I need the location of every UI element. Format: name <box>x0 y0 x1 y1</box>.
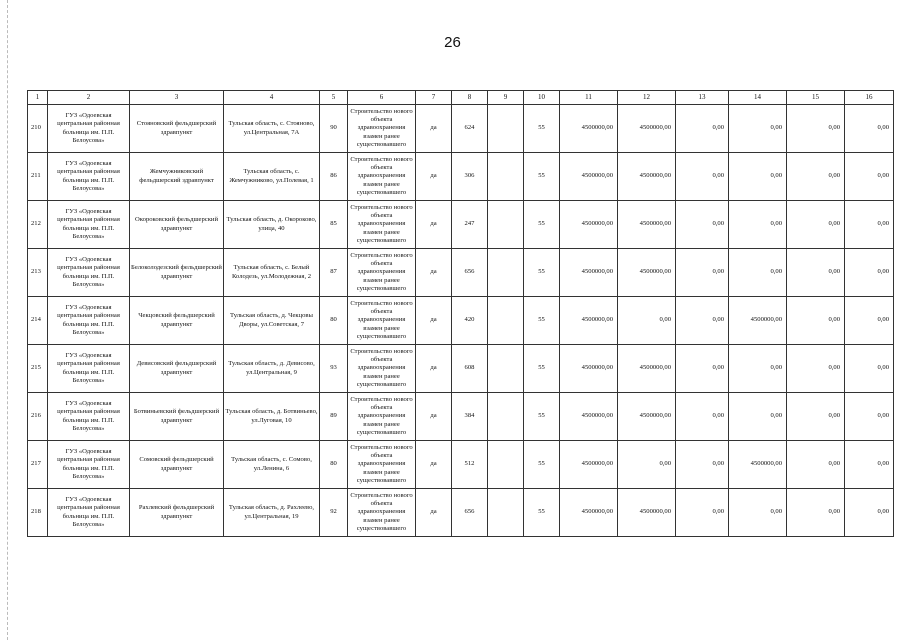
amount-13-cell: 0,00 <box>676 105 729 153</box>
value-5-cell: 92 <box>320 489 348 537</box>
organization-cell: ГУЗ «Одоевская центральная районная больница им. П.П. Белоусова» <box>48 393 130 441</box>
amount-13-cell: 0,00 <box>676 489 729 537</box>
facility-name-cell: Ботвиньевский фельдшерский здравпункт <box>130 393 224 441</box>
scan-edge-line <box>7 0 8 640</box>
value-10-cell: 55 <box>524 345 560 393</box>
value-9-cell <box>488 297 524 345</box>
amount-11-cell: 4500000,00 <box>560 105 618 153</box>
column-number-row <box>28 91 894 105</box>
value-9-cell <box>488 105 524 153</box>
value-5-cell: 89 <box>320 393 348 441</box>
amount-13-cell: 0,00 <box>676 297 729 345</box>
page-number: 26 <box>444 34 461 51</box>
address-cell: Тульская область, д. Чекцовы Дворы, ул.Советская, 7 <box>224 297 320 345</box>
flag-7-cell: да <box>416 345 452 393</box>
row-number-cell: 212 <box>28 201 48 249</box>
amount-16-cell: 0,00 <box>845 201 894 249</box>
value-5-cell: 80 <box>320 297 348 345</box>
column-number-cell: 11 <box>560 91 618 105</box>
flag-7-cell: да <box>416 393 452 441</box>
column-number-cell: 2 <box>48 91 130 105</box>
amount-15-cell: 0,00 <box>787 489 845 537</box>
column-number-cell: 14 <box>729 91 787 105</box>
value-5-cell: 80 <box>320 441 348 489</box>
table-row <box>28 345 894 393</box>
amount-12-cell: 4500000,00 <box>618 201 676 249</box>
work-type-cell: Строительство нового объекта здравоохранения взамен ранее существовавшего <box>348 153 416 201</box>
row-number-cell: 210 <box>28 105 48 153</box>
value-8-cell: 420 <box>452 297 488 345</box>
organization-cell: ГУЗ «Одоевская центральная районная больница им. П.П. Белоусова» <box>48 441 130 489</box>
amount-12-cell: 4500000,00 <box>618 489 676 537</box>
address-cell: Тульская область, д. Ботвиньево, ул.Луговая, 10 <box>224 393 320 441</box>
amount-12-cell: 4500000,00 <box>618 153 676 201</box>
amount-16-cell: 0,00 <box>845 441 894 489</box>
table-row <box>28 393 894 441</box>
column-number-cell: 1 <box>28 91 48 105</box>
flag-7-cell: да <box>416 489 452 537</box>
amount-16-cell: 0,00 <box>845 153 894 201</box>
amount-11-cell: 4500000,00 <box>560 489 618 537</box>
work-type-cell: Строительство нового объекта здравоохранения взамен ранее существовавшего <box>348 441 416 489</box>
value-10-cell: 55 <box>524 105 560 153</box>
amount-16-cell: 0,00 <box>845 105 894 153</box>
facility-name-cell: Стояновский фельдшерский здравпункт <box>130 105 224 153</box>
table-row <box>28 153 894 201</box>
amount-14-cell: 0,00 <box>729 249 787 297</box>
amount-13-cell: 0,00 <box>676 153 729 201</box>
organization-cell: ГУЗ «Одоевская центральная районная больница им. П.П. Белоусова» <box>48 153 130 201</box>
amount-14-cell: 0,00 <box>729 201 787 249</box>
amount-16-cell: 0,00 <box>845 393 894 441</box>
row-number-cell: 216 <box>28 393 48 441</box>
table-row <box>28 297 894 345</box>
flag-7-cell: да <box>416 249 452 297</box>
facility-name-cell: Сомовский фельдшерский здравпункт <box>130 441 224 489</box>
value-9-cell <box>488 153 524 201</box>
value-5-cell: 93 <box>320 345 348 393</box>
value-10-cell: 55 <box>524 153 560 201</box>
column-number-cell: 10 <box>524 91 560 105</box>
row-number-cell: 213 <box>28 249 48 297</box>
amount-11-cell: 4500000,00 <box>560 249 618 297</box>
table-row <box>28 489 894 537</box>
value-5-cell: 86 <box>320 153 348 201</box>
facility-name-cell: Девисовский фельдшерский здравпункт <box>130 345 224 393</box>
amount-12-cell: 0,00 <box>618 441 676 489</box>
flag-7-cell: да <box>416 297 452 345</box>
amount-14-cell: 4500000,00 <box>729 441 787 489</box>
amount-12-cell: 4500000,00 <box>618 249 676 297</box>
column-number-cell: 8 <box>452 91 488 105</box>
amount-11-cell: 4500000,00 <box>560 153 618 201</box>
address-cell: Тульская область, с. Белый Колодезь, ул.Молодежная, 2 <box>224 249 320 297</box>
value-8-cell: 656 <box>452 249 488 297</box>
value-10-cell: 55 <box>524 201 560 249</box>
amount-13-cell: 0,00 <box>676 201 729 249</box>
flag-7-cell: да <box>416 201 452 249</box>
amount-12-cell: 4500000,00 <box>618 345 676 393</box>
work-type-cell: Строительство нового объекта здравоохранения взамен ранее существовавшего <box>348 105 416 153</box>
amount-15-cell: 0,00 <box>787 153 845 201</box>
value-9-cell <box>488 249 524 297</box>
amount-12-cell: 0,00 <box>618 297 676 345</box>
amount-11-cell: 4500000,00 <box>560 441 618 489</box>
amount-14-cell: 0,00 <box>729 489 787 537</box>
address-cell: Тульская область, д. Окороково, улица, 40 <box>224 201 320 249</box>
address-cell: Тульская область, с. Жемчужниково, ул.Полевая, 1 <box>224 153 320 201</box>
flag-7-cell: да <box>416 441 452 489</box>
facility-name-cell: Белоколодезский фельдшерский здравпункт <box>130 249 224 297</box>
amount-11-cell: 4500000,00 <box>560 345 618 393</box>
value-5-cell: 85 <box>320 201 348 249</box>
amount-15-cell: 0,00 <box>787 297 845 345</box>
value-8-cell: 306 <box>452 153 488 201</box>
amount-14-cell: 0,00 <box>729 345 787 393</box>
column-number-cell: 3 <box>130 91 224 105</box>
amount-11-cell: 4500000,00 <box>560 297 618 345</box>
value-10-cell: 55 <box>524 297 560 345</box>
amount-15-cell: 0,00 <box>787 441 845 489</box>
value-10-cell: 55 <box>524 441 560 489</box>
column-number-cell: 16 <box>845 91 894 105</box>
table-row <box>28 105 894 153</box>
value-9-cell <box>488 489 524 537</box>
work-type-cell: Строительство нового объекта здравоохранения взамен ранее существовавшего <box>348 393 416 441</box>
value-8-cell: 624 <box>452 105 488 153</box>
organization-cell: ГУЗ «Одоевская центральная районная больница им. П.П. Белоусова» <box>48 201 130 249</box>
column-number-cell: 7 <box>416 91 452 105</box>
column-number-cell: 12 <box>618 91 676 105</box>
amount-11-cell: 4500000,00 <box>560 201 618 249</box>
table-row <box>28 201 894 249</box>
value-8-cell: 247 <box>452 201 488 249</box>
work-type-cell: Строительство нового объекта здравоохранения взамен ранее существовавшего <box>348 345 416 393</box>
amount-15-cell: 0,00 <box>787 201 845 249</box>
work-type-cell: Строительство нового объекта здравоохранения взамен ранее существовавшего <box>348 489 416 537</box>
value-5-cell: 87 <box>320 249 348 297</box>
row-number-cell: 214 <box>28 297 48 345</box>
amount-14-cell: 0,00 <box>729 153 787 201</box>
table-row <box>28 441 894 489</box>
column-number-cell: 4 <box>224 91 320 105</box>
value-8-cell: 656 <box>452 489 488 537</box>
amount-15-cell: 0,00 <box>787 105 845 153</box>
row-number-cell: 217 <box>28 441 48 489</box>
amount-15-cell: 0,00 <box>787 345 845 393</box>
facilities-table <box>27 90 894 537</box>
value-9-cell <box>488 201 524 249</box>
facility-name-cell: Жемчужниковский фельдшерский здравпункт <box>130 153 224 201</box>
address-cell: Тульская область, с. Сомово, ул.Ленина, 6 <box>224 441 320 489</box>
row-number-cell: 215 <box>28 345 48 393</box>
value-8-cell: 384 <box>452 393 488 441</box>
amount-12-cell: 4500000,00 <box>618 105 676 153</box>
flag-7-cell: да <box>416 153 452 201</box>
amount-16-cell: 0,00 <box>845 345 894 393</box>
amount-13-cell: 0,00 <box>676 249 729 297</box>
work-type-cell: Строительство нового объекта здравоохранения взамен ранее существовавшего <box>348 249 416 297</box>
facility-name-cell: Рахлевский фельдшерский здравпункт <box>130 489 224 537</box>
value-10-cell: 55 <box>524 393 560 441</box>
address-cell: Тульская область, с. Стояново, ул.Центральная, 7А <box>224 105 320 153</box>
table-row <box>28 249 894 297</box>
amount-14-cell: 4500000,00 <box>729 297 787 345</box>
column-number-cell: 13 <box>676 91 729 105</box>
facility-name-cell: Окороковский фельдшерский здравпункт <box>130 201 224 249</box>
work-type-cell: Строительство нового объекта здравоохранения взамен ранее существовавшего <box>348 297 416 345</box>
column-number-cell: 6 <box>348 91 416 105</box>
amount-13-cell: 0,00 <box>676 393 729 441</box>
value-10-cell: 55 <box>524 249 560 297</box>
value-9-cell <box>488 393 524 441</box>
row-number-cell: 211 <box>28 153 48 201</box>
amount-13-cell: 0,00 <box>676 345 729 393</box>
facility-name-cell: Чекцовский фельдшерский здравпункт <box>130 297 224 345</box>
amount-16-cell: 0,00 <box>845 297 894 345</box>
amount-13-cell: 0,00 <box>676 441 729 489</box>
row-number-cell: 218 <box>28 489 48 537</box>
amount-14-cell: 0,00 <box>729 393 787 441</box>
column-number-cell: 5 <box>320 91 348 105</box>
value-9-cell <box>488 441 524 489</box>
column-number-cell: 9 <box>488 91 524 105</box>
amount-15-cell: 0,00 <box>787 393 845 441</box>
amount-16-cell: 0,00 <box>845 249 894 297</box>
value-10-cell: 55 <box>524 489 560 537</box>
address-cell: Тульская область, д. Девисово, ул.Центральная, 9 <box>224 345 320 393</box>
column-number-cell: 15 <box>787 91 845 105</box>
work-type-cell: Строительство нового объекта здравоохранения взамен ранее существовавшего <box>348 201 416 249</box>
organization-cell: ГУЗ «Одоевская центральная районная больница им. П.П. Белоусова» <box>48 297 130 345</box>
value-5-cell: 90 <box>320 105 348 153</box>
organization-cell: ГУЗ «Одоевская центральная районная больница им. П.П. Белоусова» <box>48 105 130 153</box>
value-8-cell: 608 <box>452 345 488 393</box>
address-cell: Тульская область, д. Рахлеево, ул.Центральная, 19 <box>224 489 320 537</box>
amount-12-cell: 4500000,00 <box>618 393 676 441</box>
amount-11-cell: 4500000,00 <box>560 393 618 441</box>
value-9-cell <box>488 345 524 393</box>
value-8-cell: 512 <box>452 441 488 489</box>
amount-15-cell: 0,00 <box>787 249 845 297</box>
organization-cell: ГУЗ «Одоевская центральная районная больница им. П.П. Белоусова» <box>48 345 130 393</box>
amount-14-cell: 0,00 <box>729 105 787 153</box>
flag-7-cell: да <box>416 105 452 153</box>
amount-16-cell: 0,00 <box>845 489 894 537</box>
organization-cell: ГУЗ «Одоевская центральная районная больница им. П.П. Белоусова» <box>48 489 130 537</box>
organization-cell: ГУЗ «Одоевская центральная районная больница им. П.П. Белоусова» <box>48 249 130 297</box>
